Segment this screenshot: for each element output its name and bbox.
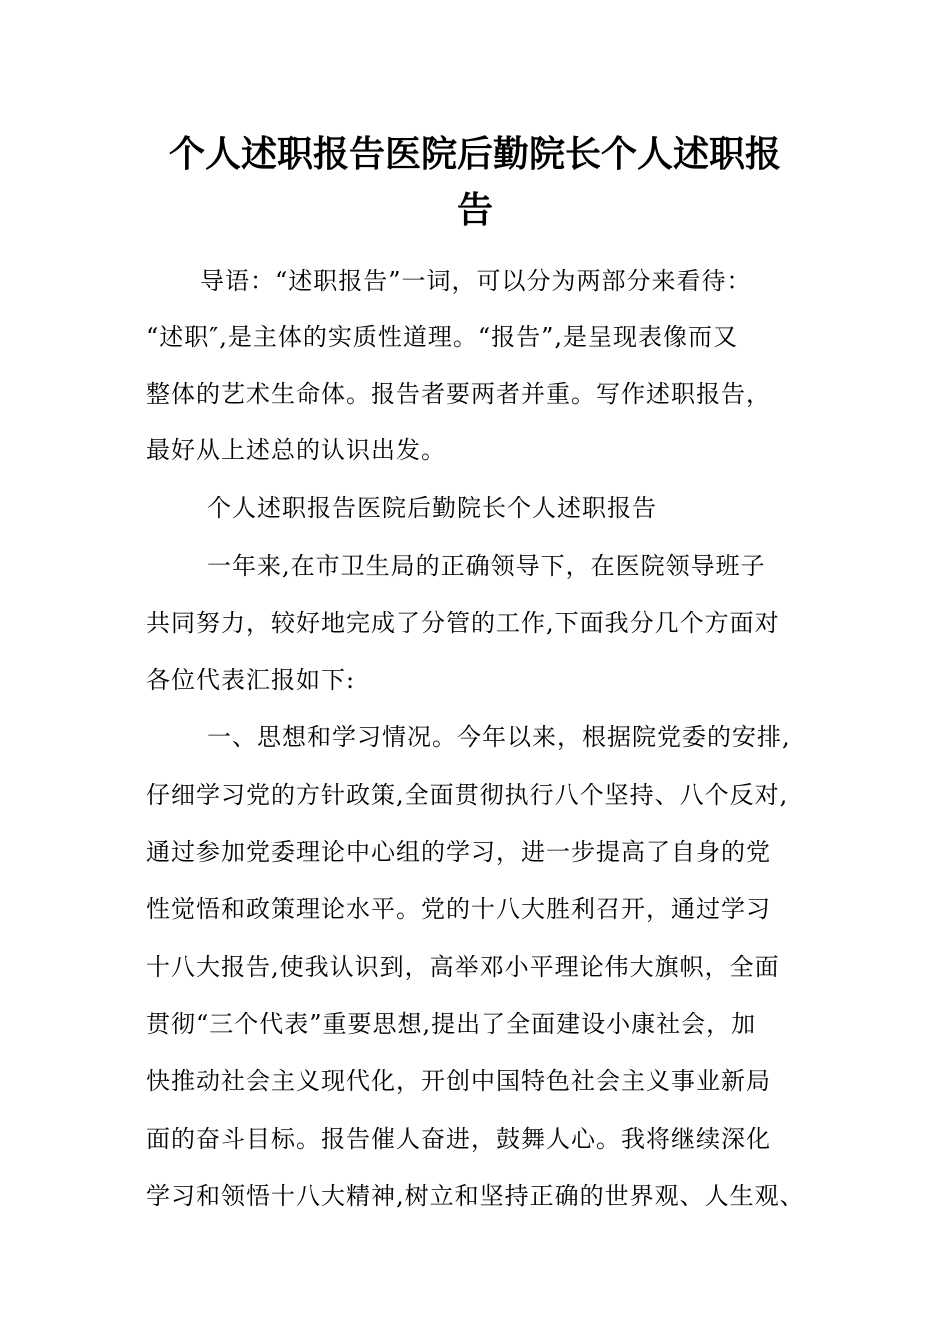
body-paragraph-line: 性觉悟和政策理论水平。党的十八大胜利召开，通过学习 [146,895,771,923]
intro-paragraph-line: 导语：“述职报告”一词，可以分为两部分来看待： [200,267,752,295]
intro-paragraph-line: “述职″,是主体的实质性道理。“报告”,是呈现表像而又 [146,323,739,351]
body-paragraph-line: 十八大报告,使我认识到，高举邓小平理论伟大旗帜，全面 [146,953,780,981]
body-paragraph-line: 学习和领悟十八大精神,树立和坚持正确的世界观、人生观、 [146,1182,805,1210]
body-paragraph-line: 面的奋斗目标。报告催人奋进，鼓舞人心。我将继续深化 [146,1125,771,1153]
body-paragraph-line: 通过参加党委理论中心组的学习，进一步提高了自身的党 [146,838,771,866]
intro-paragraph-line: 整体的艺术生命体。报告者要两者并重。写作述职报告， [146,380,771,408]
document-title-line-2: 告 [456,189,493,231]
body-paragraph-line: 一、思想和学习情况。今年以来，根据院党委的安排, [207,723,791,751]
body-paragraph-line: 共同努力，较好地完成了分管的工作,下面我分几个方面对 [146,609,780,637]
body-paragraph-line: 贯彻“三个代表”重要思想,提出了全面建设小康社会，加 [146,1010,757,1038]
section-heading: 个人述职报告医院后勤院长个人述职报告 [207,494,657,522]
body-paragraph-line: 一年来,在市卫生局的正确领导下，在医院领导班子 [207,552,766,580]
body-paragraph-line: 快推动社会主义现代化，开创中国特色社会主义事业新局 [146,1067,771,1095]
body-paragraph-line: 仔细学习党的方针政策,全面贯彻执行八个坚持、八个反对, [146,781,789,809]
intro-paragraph-line: 最好从上述总的认识出发。 [146,436,446,464]
document-title-line-1: 个人述职报告医院后勤院长个人述职报 [168,133,781,175]
body-paragraph-line: 各位代表汇报如下: [146,666,356,694]
